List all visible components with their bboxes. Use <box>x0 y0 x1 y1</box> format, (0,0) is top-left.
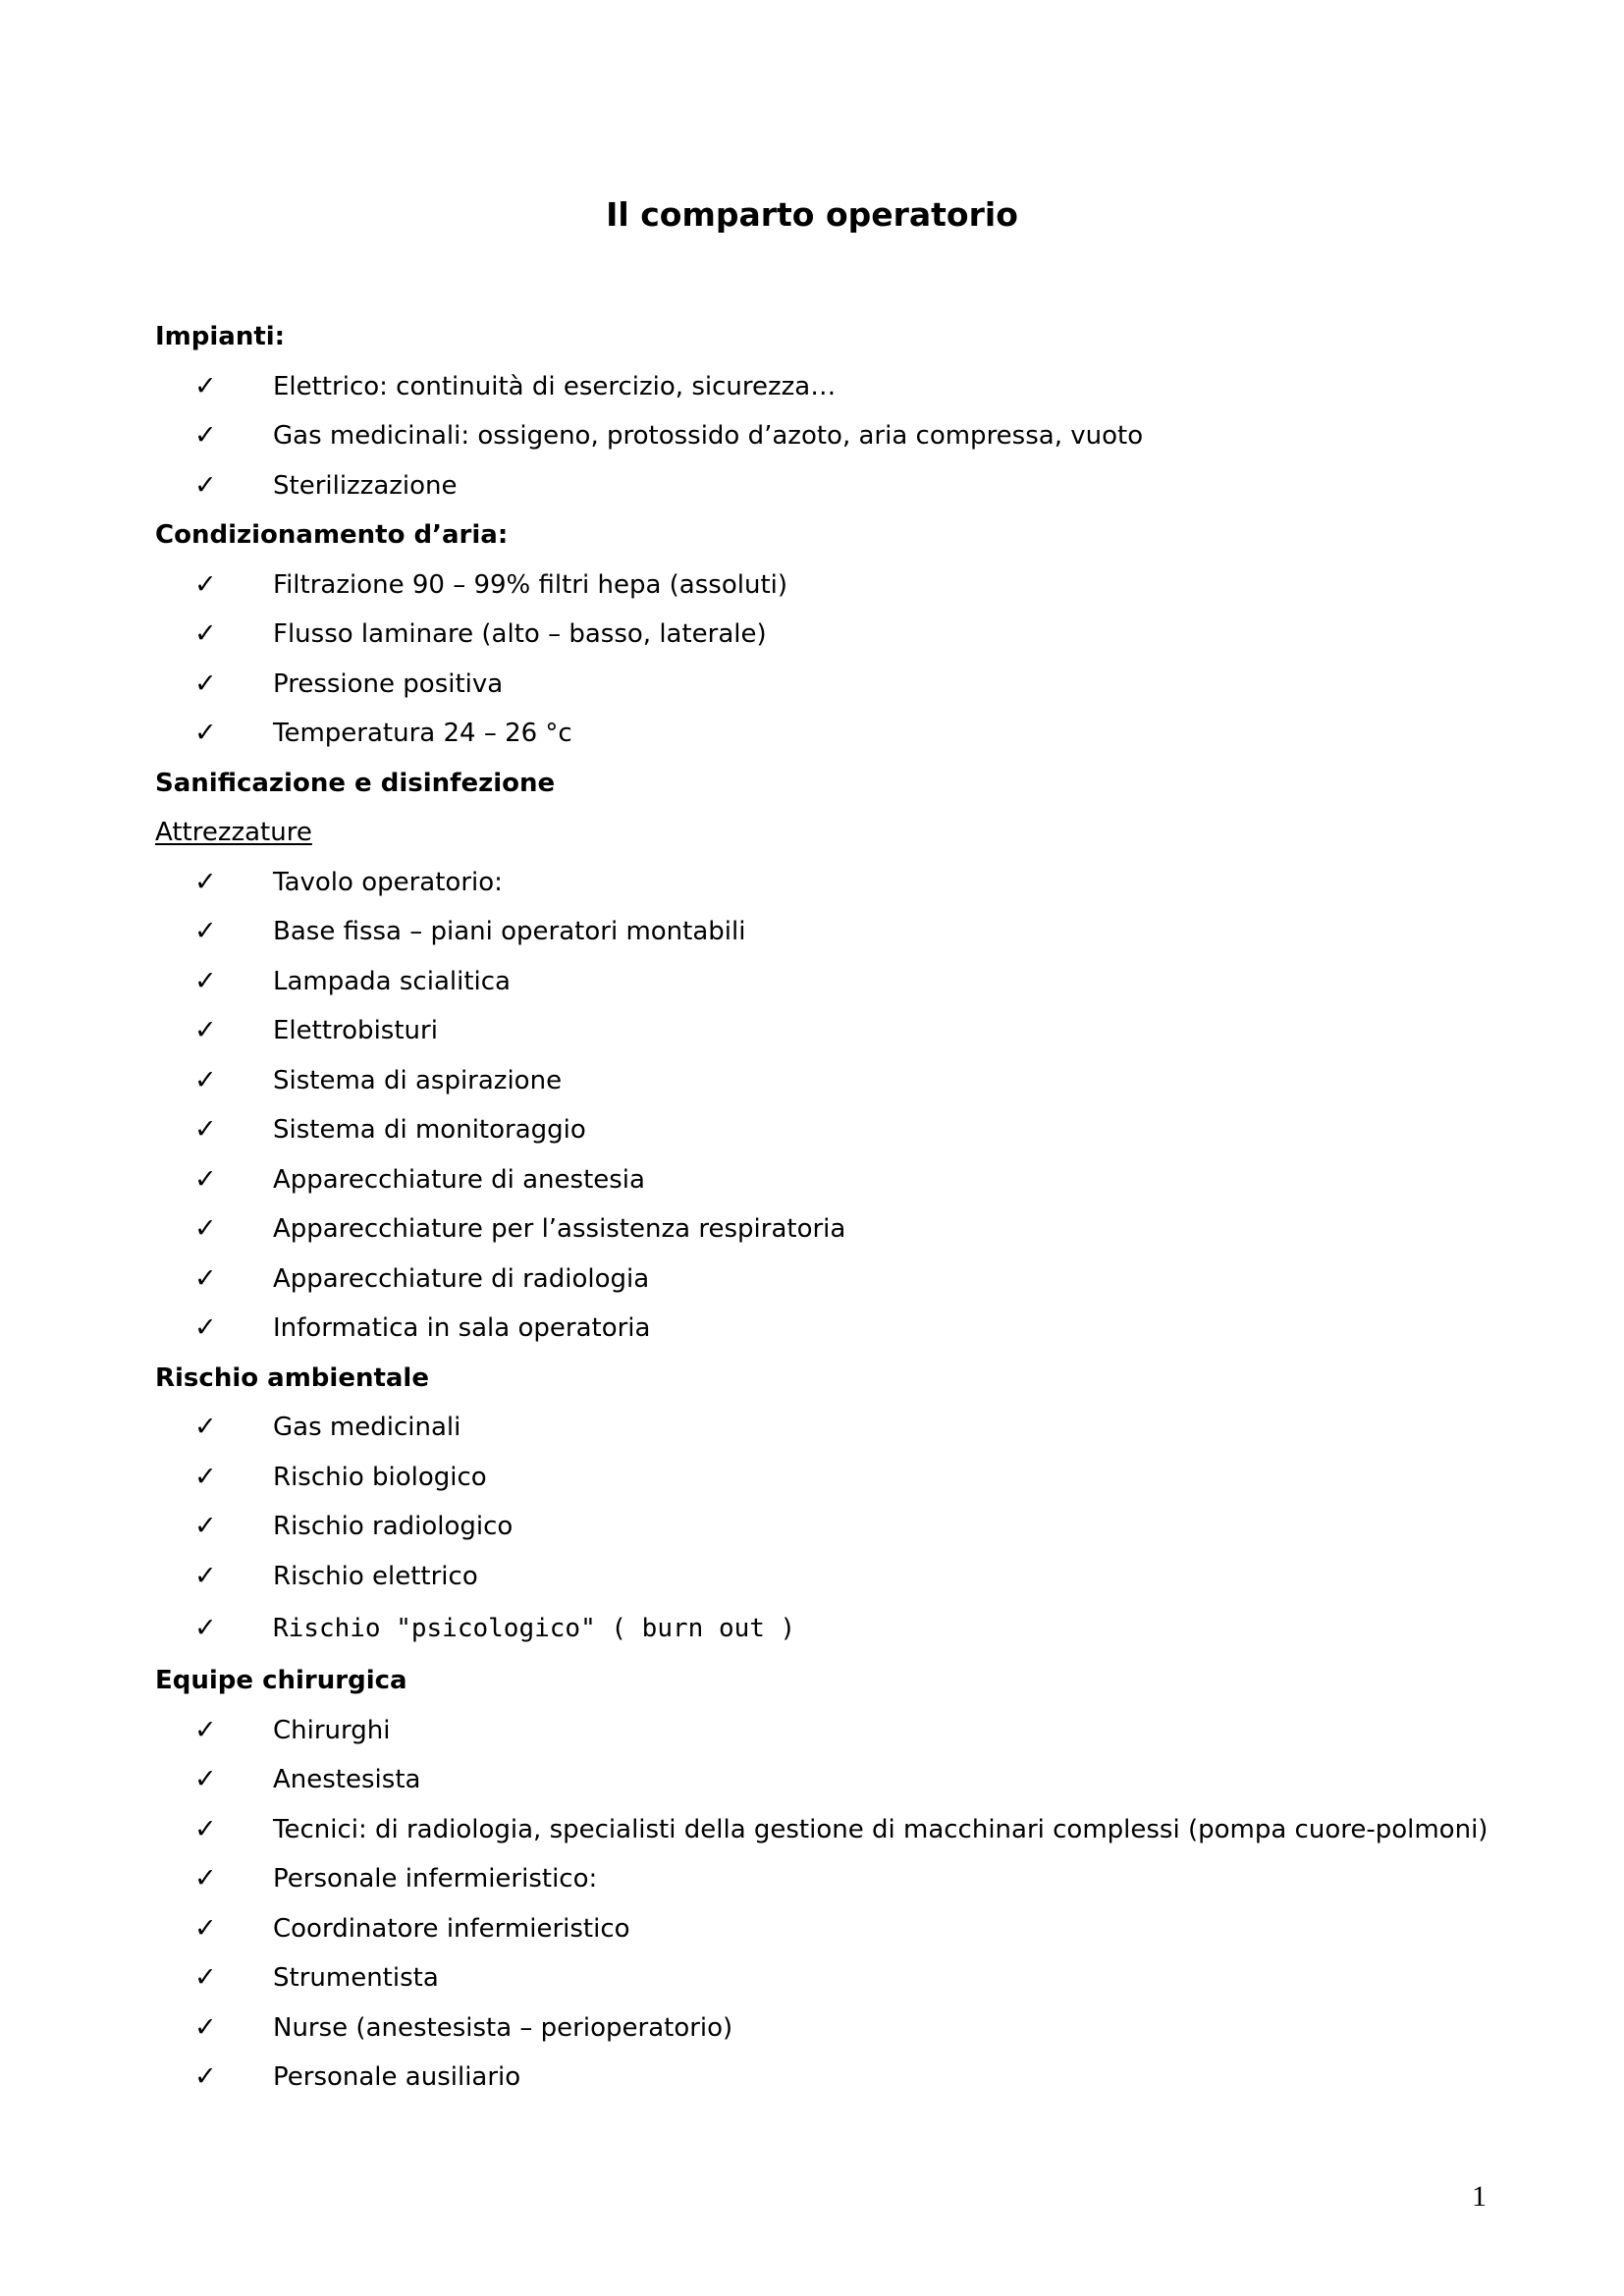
check-icon: ✓ <box>194 1613 217 1643</box>
check-icon: ✓ <box>194 1511 217 1541</box>
check-icon: ✓ <box>194 1015 217 1045</box>
check-icon: ✓ <box>194 1912 217 1944</box>
checklist-condizionamento <box>155 561 1530 759</box>
list-item-label: Sterilizzazione <box>273 470 458 501</box>
subheading-attrezzature: Attrezzature <box>155 818 312 847</box>
list-item-label: Nurse (anestesista – perioperatorio) <box>273 2012 733 2043</box>
check-icon: ✓ <box>194 866 217 897</box>
list-item <box>155 461 1530 511</box>
check-icon: ✓ <box>194 1312 217 1343</box>
section-heading-sanificazione: Sanificazione e disinfezione <box>155 768 556 798</box>
list-item <box>155 1204 1530 1255</box>
check-icon: ✓ <box>194 1262 217 1294</box>
check-icon: ✓ <box>194 469 217 501</box>
section-heading-impianti: Impianti: <box>155 322 286 351</box>
check-icon: ✓ <box>194 1764 217 1794</box>
document-body <box>155 312 1530 2103</box>
list-item-label: Tavolo operatorio: <box>273 867 503 897</box>
list-item-label: Gas medicinali <box>273 1413 461 1442</box>
list-item <box>155 1006 1530 1056</box>
list-item-label: Rischio biologico <box>273 1462 487 1492</box>
check-icon: ✓ <box>194 370 217 401</box>
list-item-label: Apparecchiature di radiologia <box>273 1263 650 1294</box>
list-item <box>155 660 1530 710</box>
list-item-label: Strumentista <box>273 1963 439 1993</box>
list-item <box>155 907 1530 957</box>
list-item-label: Personale ausiliario <box>273 2062 521 2092</box>
check-icon: ✓ <box>194 618 217 649</box>
list-item-label: Rischio "psicologico" ( burn out ) <box>273 1614 796 1643</box>
list-item-label: Tecnici: di radiologia, specialisti della gestione di macchinari complessi (pompa cuore-polmoni) <box>273 1814 1489 1844</box>
checklist-attrezzature <box>155 858 1530 1354</box>
list-item-label: Gas medicinali: ossigeno, protossido d’azoto, aria compressa, vuoto <box>273 421 1144 451</box>
list-item-label: Apparecchiature di anestesia <box>273 1164 645 1195</box>
list-item-label: Anestesista <box>273 1765 421 1794</box>
list-item <box>155 1706 1530 1756</box>
list-item <box>155 2053 1530 2103</box>
check-icon: ✓ <box>194 420 217 451</box>
list-item-label: Elettrico: continuità di esercizio, sicurezza… <box>273 371 837 401</box>
list-item <box>155 1453 1530 1503</box>
list-item <box>155 1056 1530 1106</box>
checklist-impianti <box>155 362 1530 511</box>
check-icon: ✓ <box>194 718 217 748</box>
check-icon: ✓ <box>194 2061 217 2092</box>
list-item <box>155 1403 1530 1453</box>
list-item-label: Base fissa – piani operatori montabili <box>273 917 746 946</box>
list-item <box>155 411 1530 461</box>
check-icon: ✓ <box>194 965 217 996</box>
list-item-label: Informatica in sala operatoria <box>273 1313 651 1343</box>
list-item <box>155 1854 1530 1904</box>
list-item <box>155 1502 1530 1552</box>
list-item <box>155 1304 1530 1354</box>
list-item <box>155 1755 1530 1805</box>
list-item-label: Rischio elettrico <box>273 1561 478 1591</box>
list-item <box>155 1552 1530 1602</box>
check-icon: ✓ <box>194 667 217 699</box>
list-item <box>155 610 1530 660</box>
check-icon: ✓ <box>194 1813 217 1844</box>
list-item <box>155 1255 1530 1305</box>
check-icon: ✓ <box>194 1560 217 1591</box>
list-item <box>155 362 1530 412</box>
check-icon: ✓ <box>194 916 217 946</box>
page-number: 1 <box>1472 2180 1487 2213</box>
list-item-label: Filtrazione 90 – 99% filtri hepa (assoluti) <box>273 569 787 600</box>
list-item <box>155 709 1530 759</box>
check-icon: ✓ <box>194 1962 217 1993</box>
list-item <box>155 1953 1530 2003</box>
section-heading-equipe: Equipe chirurgica <box>155 1666 407 1695</box>
checklist-equipe <box>155 1706 1530 2103</box>
check-icon: ✓ <box>194 1064 217 1095</box>
list-item <box>155 1805 1530 1855</box>
check-icon: ✓ <box>194 1114 217 1145</box>
check-icon: ✓ <box>194 1412 217 1442</box>
check-icon: ✓ <box>194 1213 217 1244</box>
list-item <box>155 2003 1530 2054</box>
list-item-label: Coordinatore infermieristico <box>273 1913 630 1944</box>
list-item-label: Sistema di monitoraggio <box>273 1115 586 1145</box>
check-icon: ✓ <box>194 1461 217 1492</box>
list-item-label: Sistema di aspirazione <box>273 1065 563 1095</box>
list-item-label: Rischio radiologico <box>273 1512 514 1541</box>
section-heading-rischio: Rischio ambientale <box>155 1362 429 1393</box>
list-item <box>155 858 1530 908</box>
list-item-label: Lampada scialitica <box>273 966 511 996</box>
list-item <box>155 561 1530 611</box>
list-item-label: Elettrobisturi <box>273 1016 438 1045</box>
list-item-label: Apparecchiature per l’assistenza respiratoria <box>273 1214 846 1244</box>
list-item-label: Personale infermieristico: <box>273 1864 598 1894</box>
check-icon: ✓ <box>194 2011 217 2043</box>
list-item-label: Pressione positiva <box>273 668 504 699</box>
list-item <box>155 1155 1530 1205</box>
list-item <box>155 1601 1530 1656</box>
check-icon: ✓ <box>194 1163 217 1195</box>
check-icon: ✓ <box>194 1714 217 1745</box>
list-item <box>155 1105 1530 1155</box>
list-item-label: Temperatura 24 – 26 °c <box>273 719 572 748</box>
list-item-label: Chirurghi <box>273 1715 391 1745</box>
list-item-label: Flusso laminare (alto – basso, laterale) <box>273 619 767 649</box>
list-item <box>155 957 1530 1007</box>
list-item <box>155 1904 1530 1954</box>
checklist-rischio <box>155 1403 1530 1656</box>
check-icon: ✓ <box>194 568 217 600</box>
page-title: Il comparto operatorio <box>606 195 1018 234</box>
check-icon: ✓ <box>194 1863 217 1894</box>
section-heading-condizionamento: Condizionamento d’aria: <box>155 520 509 550</box>
